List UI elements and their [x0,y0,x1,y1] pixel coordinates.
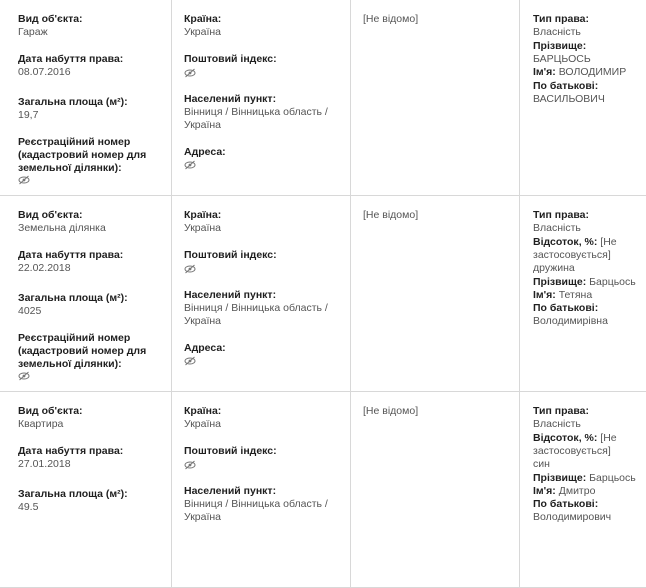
surname-label: Прізвище: [533,276,587,288]
total-area-value: 49.5 [18,501,39,513]
share-line [533,236,617,249]
object-cell [0,196,172,391]
table-row [0,0,646,196]
acquired-date-value: 22.02.2018 [18,262,71,274]
share-relation: син [533,458,550,470]
patronymic-label: По батькові: [533,80,599,92]
share-value-start: [Не [600,236,617,248]
object-type-label: Вид об'єкта: [18,405,83,417]
object-cell [0,0,172,195]
ownership-extra-value: [Не відомо] [363,405,419,417]
right-type-value: Власність [533,222,581,234]
patronymic-value: Володимирович [533,511,612,523]
country-value: Україна [184,418,222,430]
extra-cell [351,392,520,587]
location-cell [172,392,351,587]
share-line [533,432,617,445]
eye-slash-icon [184,264,196,274]
name-label: Ім'я: [533,289,556,301]
surname-value: Барцьось [589,472,636,484]
owner-cell [520,196,646,391]
locality-value: Вінниця / Вінницька область / Україна [184,498,328,523]
address-label: Адреса: [184,342,226,354]
object-type-value: Земельна ділянка [18,222,106,234]
location-cell [172,0,351,195]
country-value: Україна [184,26,222,38]
eye-slash-icon [184,160,196,170]
ownership-extra-value: [Не відомо] [363,209,419,221]
object-cell [0,392,172,587]
table-row [0,196,646,392]
surname-line [533,276,636,289]
total-area-label: Загальна площа (м²): [18,488,128,500]
postal-code-label: Поштовий індекс: [184,53,277,65]
object-type-value: Квартира [18,418,64,430]
surname-value: БАРЦЬОСЬ [533,53,591,65]
eye-slash-icon [184,68,196,78]
owner-cell [520,392,646,587]
table-row [0,392,646,588]
country-value: Україна [184,222,222,234]
surname-line [533,472,636,485]
surname-label: Прізвище: [533,472,587,484]
total-area-value: 19,7 [18,109,39,121]
country-label: Країна: [184,209,222,221]
locality-value: Вінниця / Вінницька область / Україна [184,302,328,327]
surname-label: Прізвище: [533,40,587,52]
patronymic-value: ВАСИЛЬОВИЧ [533,93,605,105]
share-value-start: [Не [600,432,617,444]
name-line [533,485,595,498]
acquired-date-label: Дата набуття права: [18,445,124,457]
total-area-label: Загальна площа (м²): [18,292,128,304]
total-area-label: Загальна площа (м²): [18,96,128,108]
right-type-value: Власність [533,26,581,38]
address-label: Адреса: [184,146,226,158]
name-value: Дмитро [558,485,596,497]
extra-cell [351,0,520,195]
patronymic-value: Володимирівна [533,315,608,327]
name-label: Ім'я: [533,66,556,78]
share-label: Відсоток, %: [533,432,598,444]
name-value: ВОЛОДИМИР [558,66,627,78]
right-type-label: Тип права: [533,405,589,417]
surname-value: Барцьось [589,276,636,288]
location-cell [172,196,351,391]
share-value-end: застосовується] [533,445,611,457]
locality-label: Населений пункт: [184,93,277,105]
acquired-date-label: Дата набуття права: [18,53,124,65]
postal-code-label: Поштовий індекс: [184,249,277,261]
owner-cell [520,0,646,195]
name-line [533,66,626,79]
object-type-label: Вид об'єкта: [18,209,83,221]
object-type-value: Гараж [18,26,48,38]
reg-number-label: Реєстраційний номер (кадастровий номер для земельної ділянки): [18,136,147,174]
object-type-label: Вид об'єкта: [18,13,83,25]
reg-number-label: Реєстраційний номер (кадастровий номер для земельної ділянки): [18,332,147,370]
country-label: Країна: [184,13,222,25]
postal-code-label: Поштовий індекс: [184,445,277,457]
share-relation: дружина [533,262,575,274]
extra-cell [351,196,520,391]
right-type-value: Власність [533,418,581,430]
locality-label: Населений пункт: [184,485,277,497]
right-type-label: Тип права: [533,13,589,25]
acquired-date-value: 08.07.2016 [18,66,71,78]
acquired-date-label: Дата набуття права: [18,249,124,261]
eye-slash-icon [184,460,196,470]
share-label: Відсоток, %: [533,236,598,248]
eye-slash-icon [184,356,196,366]
name-value: Тетяна [558,289,593,301]
total-area-value: 4025 [18,305,42,317]
share-value-end: застосовується] [533,249,611,261]
eye-slash-icon [18,371,30,381]
patronymic-label: По батькові: [533,498,599,510]
name-label: Ім'я: [533,485,556,497]
locality-value: Вінниця / Вінницька область / Україна [184,106,328,131]
right-type-label: Тип права: [533,209,589,221]
locality-label: Населений пункт: [184,289,277,301]
country-label: Країна: [184,405,222,417]
patronymic-label: По батькові: [533,302,599,314]
eye-slash-icon [18,175,30,185]
name-line [533,289,592,302]
ownership-extra-value: [Не відомо] [363,13,419,25]
acquired-date-value: 27.01.2018 [18,458,71,470]
